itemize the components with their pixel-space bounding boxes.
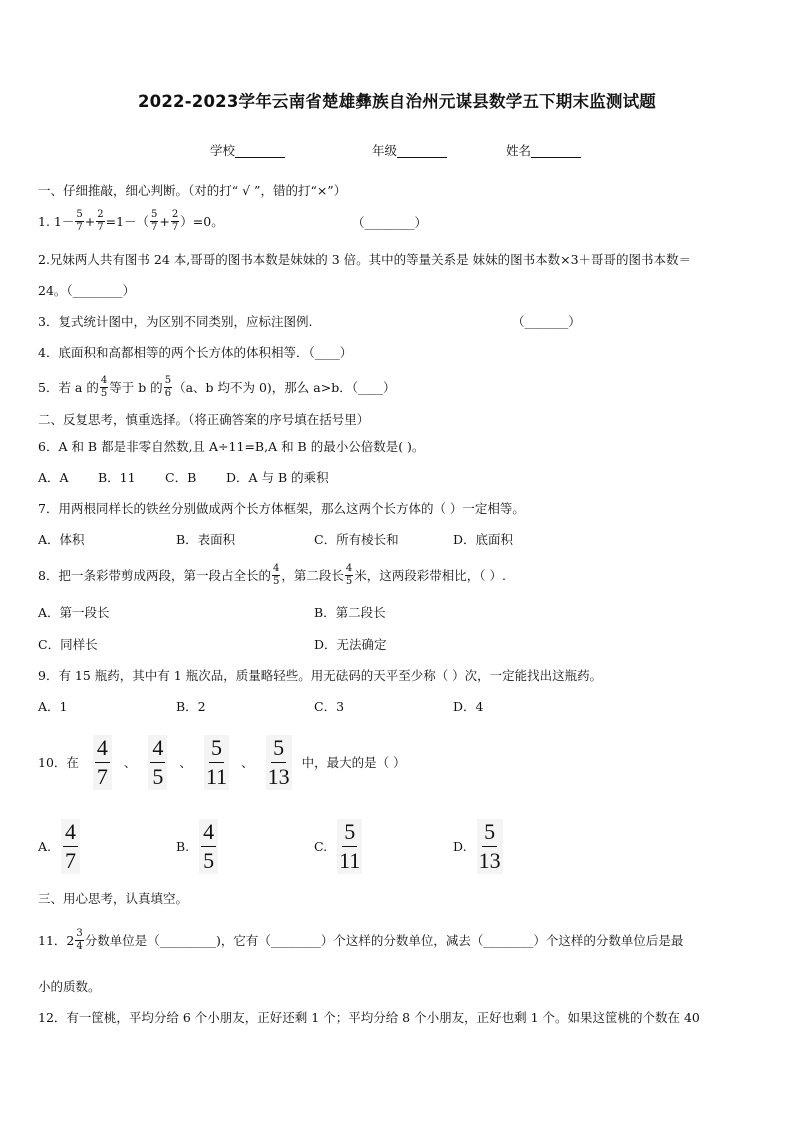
- q10-option-b[interactable]: [176, 814, 222, 878]
- q1-fraction-1: $\frac{5}{7}$: [76, 208, 83, 233]
- q8-text-c: 米，这两段彩带相比，（ ）.: [354, 568, 506, 583]
- question-1: [38, 204, 224, 238]
- q1-fraction-4: $\frac{2}{7}$: [171, 208, 179, 233]
- q5-text-c: （a、b 均不为 0)，那么 a>b．（____）: [173, 380, 396, 395]
- q11-text-a: 11．2: [38, 933, 75, 948]
- q1-answer-paren[interactable]: （________）: [352, 215, 428, 230]
- q7-option-d[interactable]: D．底面积: [453, 532, 514, 547]
- q8-fraction-2: $\frac{4}{5}$: [345, 562, 353, 587]
- q1-text-e: ）=0。: [180, 214, 224, 229]
- q7-option-a[interactable]: A．体积: [38, 532, 85, 547]
- q10-option-d-fraction: 5 13: [478, 818, 501, 873]
- school-blank[interactable]: [235, 143, 285, 158]
- grade-field[interactable]: [372, 141, 447, 159]
- q6-option-d[interactable]: D．A 与 B 的乘积: [226, 470, 329, 485]
- q6-option-b[interactable]: B．11: [98, 470, 136, 485]
- q10-option-d[interactable]: [453, 814, 507, 878]
- q5-text-a: 5．若 a 的: [38, 380, 99, 395]
- grade-label: 年级: [372, 143, 398, 158]
- q10-fraction-3: 5 11: [205, 734, 228, 789]
- q1-fraction-3: $\frac{5}{7}$: [151, 208, 158, 233]
- q8-option-c[interactable]: C．同样长: [38, 637, 98, 652]
- q5-fraction-1: $\frac{4}{5}$: [100, 374, 108, 399]
- q8-option-a[interactable]: A．第一段长: [38, 605, 110, 620]
- q7-option-c[interactable]: C．所有棱长和: [314, 532, 399, 547]
- q10-option-c-fraction: 5 11: [339, 818, 361, 873]
- q7-option-b[interactable]: B．表面积: [176, 532, 236, 547]
- question-3: 3．复式统计图中，为区别不同类别，应标注图例.: [38, 314, 313, 329]
- question-8: [38, 557, 506, 593]
- q9-option-a[interactable]: A．1: [38, 699, 68, 714]
- q9-option-c[interactable]: C．3: [314, 699, 345, 714]
- q8-text-b: ，第二段长: [281, 568, 344, 583]
- q8-text-a: 8．把一条彩带剪成两段，第一段占全长的: [38, 568, 271, 583]
- q10-fraction-1: 4 7: [93, 735, 112, 790]
- q5-text-b: 等于 b 的: [109, 380, 163, 395]
- q10-separator-2: 、: [179, 755, 192, 770]
- q8-option-d[interactable]: D．无法确定: [314, 637, 387, 652]
- q11-fraction: $\frac{3}{4}$: [76, 927, 83, 952]
- q9-option-d[interactable]: D．4: [453, 699, 484, 714]
- question-11-line-2: 小的质数。: [38, 979, 101, 994]
- question-6: 6．A 和 B 都是非零自然数,且 A÷11=B,A 和 B 的最小公倍数是( )。: [38, 439, 425, 454]
- question-2-line-2[interactable]: 24。（________）: [38, 283, 136, 298]
- q10-fraction-2: 4 5: [148, 735, 167, 790]
- question-10: [38, 730, 406, 794]
- q10-option-b-fraction: 4 5: [199, 819, 218, 874]
- section-3-heading: 三、用心思考，认真填空。: [38, 891, 189, 906]
- q10-separator-1: 、: [123, 755, 137, 770]
- q1-text-a: 1. 1－: [38, 214, 75, 229]
- q10-option-a-label: A.: [38, 838, 52, 854]
- q11-text-b: 分数单位是（_________)，它有（________）个这样的分数单位，减去（________）个这样的分数单位后是最: [84, 933, 684, 948]
- q10-fraction-4: 5 13: [267, 734, 290, 789]
- q10-option-a[interactable]: [38, 814, 84, 878]
- q10-suffix: 中，最大的是（ ）: [301, 755, 406, 770]
- q8-fraction-1: $\frac{4}{5}$: [272, 562, 280, 587]
- q10-option-d-label: D.: [453, 838, 467, 854]
- name-label: 姓名: [506, 143, 532, 158]
- q10-option-c-label: C.: [314, 838, 328, 854]
- q1-text-b: +: [84, 213, 96, 229]
- name-field[interactable]: [506, 141, 581, 159]
- q10-separator-3: 、: [241, 755, 254, 770]
- question-12: 12．有一筐桃，平均分给 6 个小朋友，正好还剩 1 个；平均分给 8 个小朋友，正好也剩 1 个。如果这筐桃的个数在 40: [38, 1010, 700, 1025]
- section-2-heading: 二、反复思考，慎重选择。（将正确答案的序号填在括号里）: [38, 412, 370, 427]
- q10-prefix: 10．在: [38, 755, 79, 770]
- question-4: 4．底面积和高都相等的两个长方体的体积相等．（____）: [38, 345, 353, 360]
- q3-answer-paren[interactable]: （_______）: [512, 314, 581, 329]
- page-title: 2022-2023学年云南省楚雄彝族自治州元谋县数学五下期末监测试题: [138, 92, 656, 111]
- q1-text-d: +: [159, 213, 170, 229]
- q9-option-b[interactable]: B．2: [176, 699, 206, 714]
- grade-blank[interactable]: [397, 143, 447, 158]
- q5-fraction-2: $\frac{5}{6}$: [164, 374, 172, 399]
- section-1-heading: 一、仔细推敲，细心判断。（对的打“ √ ”，错的打“×”）: [38, 183, 347, 198]
- question-9: 9．有 15 瓶药，其中有 1 瓶次品，质量略轻些。用无砝码的天平至少称（ ）次，一定能找出这瓶药。: [38, 668, 603, 683]
- name-blank[interactable]: [531, 143, 581, 158]
- question-2-line-1: 2.兄妹两人共有图书 24 本,哥哥的图书本数是妹妹的 3 倍。其中的等量关系是 妹妹的图书本数×3＋哥哥的图书本数＝: [38, 252, 692, 267]
- q8-option-b[interactable]: B．第二段长: [314, 605, 386, 620]
- school-label: 学校: [210, 143, 236, 158]
- q10-option-b-label: B.: [176, 838, 190, 854]
- question-7: 7．用两根同样长的铁丝分别做成两个长方体框架，那么这两个长方体的（ ）一定相等。: [38, 501, 525, 516]
- q1-fraction-2: $\frac{2}{7}$: [97, 208, 104, 233]
- q6-option-c[interactable]: C．B: [165, 470, 197, 485]
- question-11: [38, 922, 683, 958]
- question-5: [38, 370, 395, 404]
- q10-option-c[interactable]: [314, 814, 366, 878]
- school-field[interactable]: [210, 141, 285, 159]
- q6-option-a[interactable]: A．A: [38, 470, 69, 485]
- q1-text-c: =1－（: [105, 214, 150, 229]
- q10-option-a-fraction: 4 7: [61, 819, 80, 874]
